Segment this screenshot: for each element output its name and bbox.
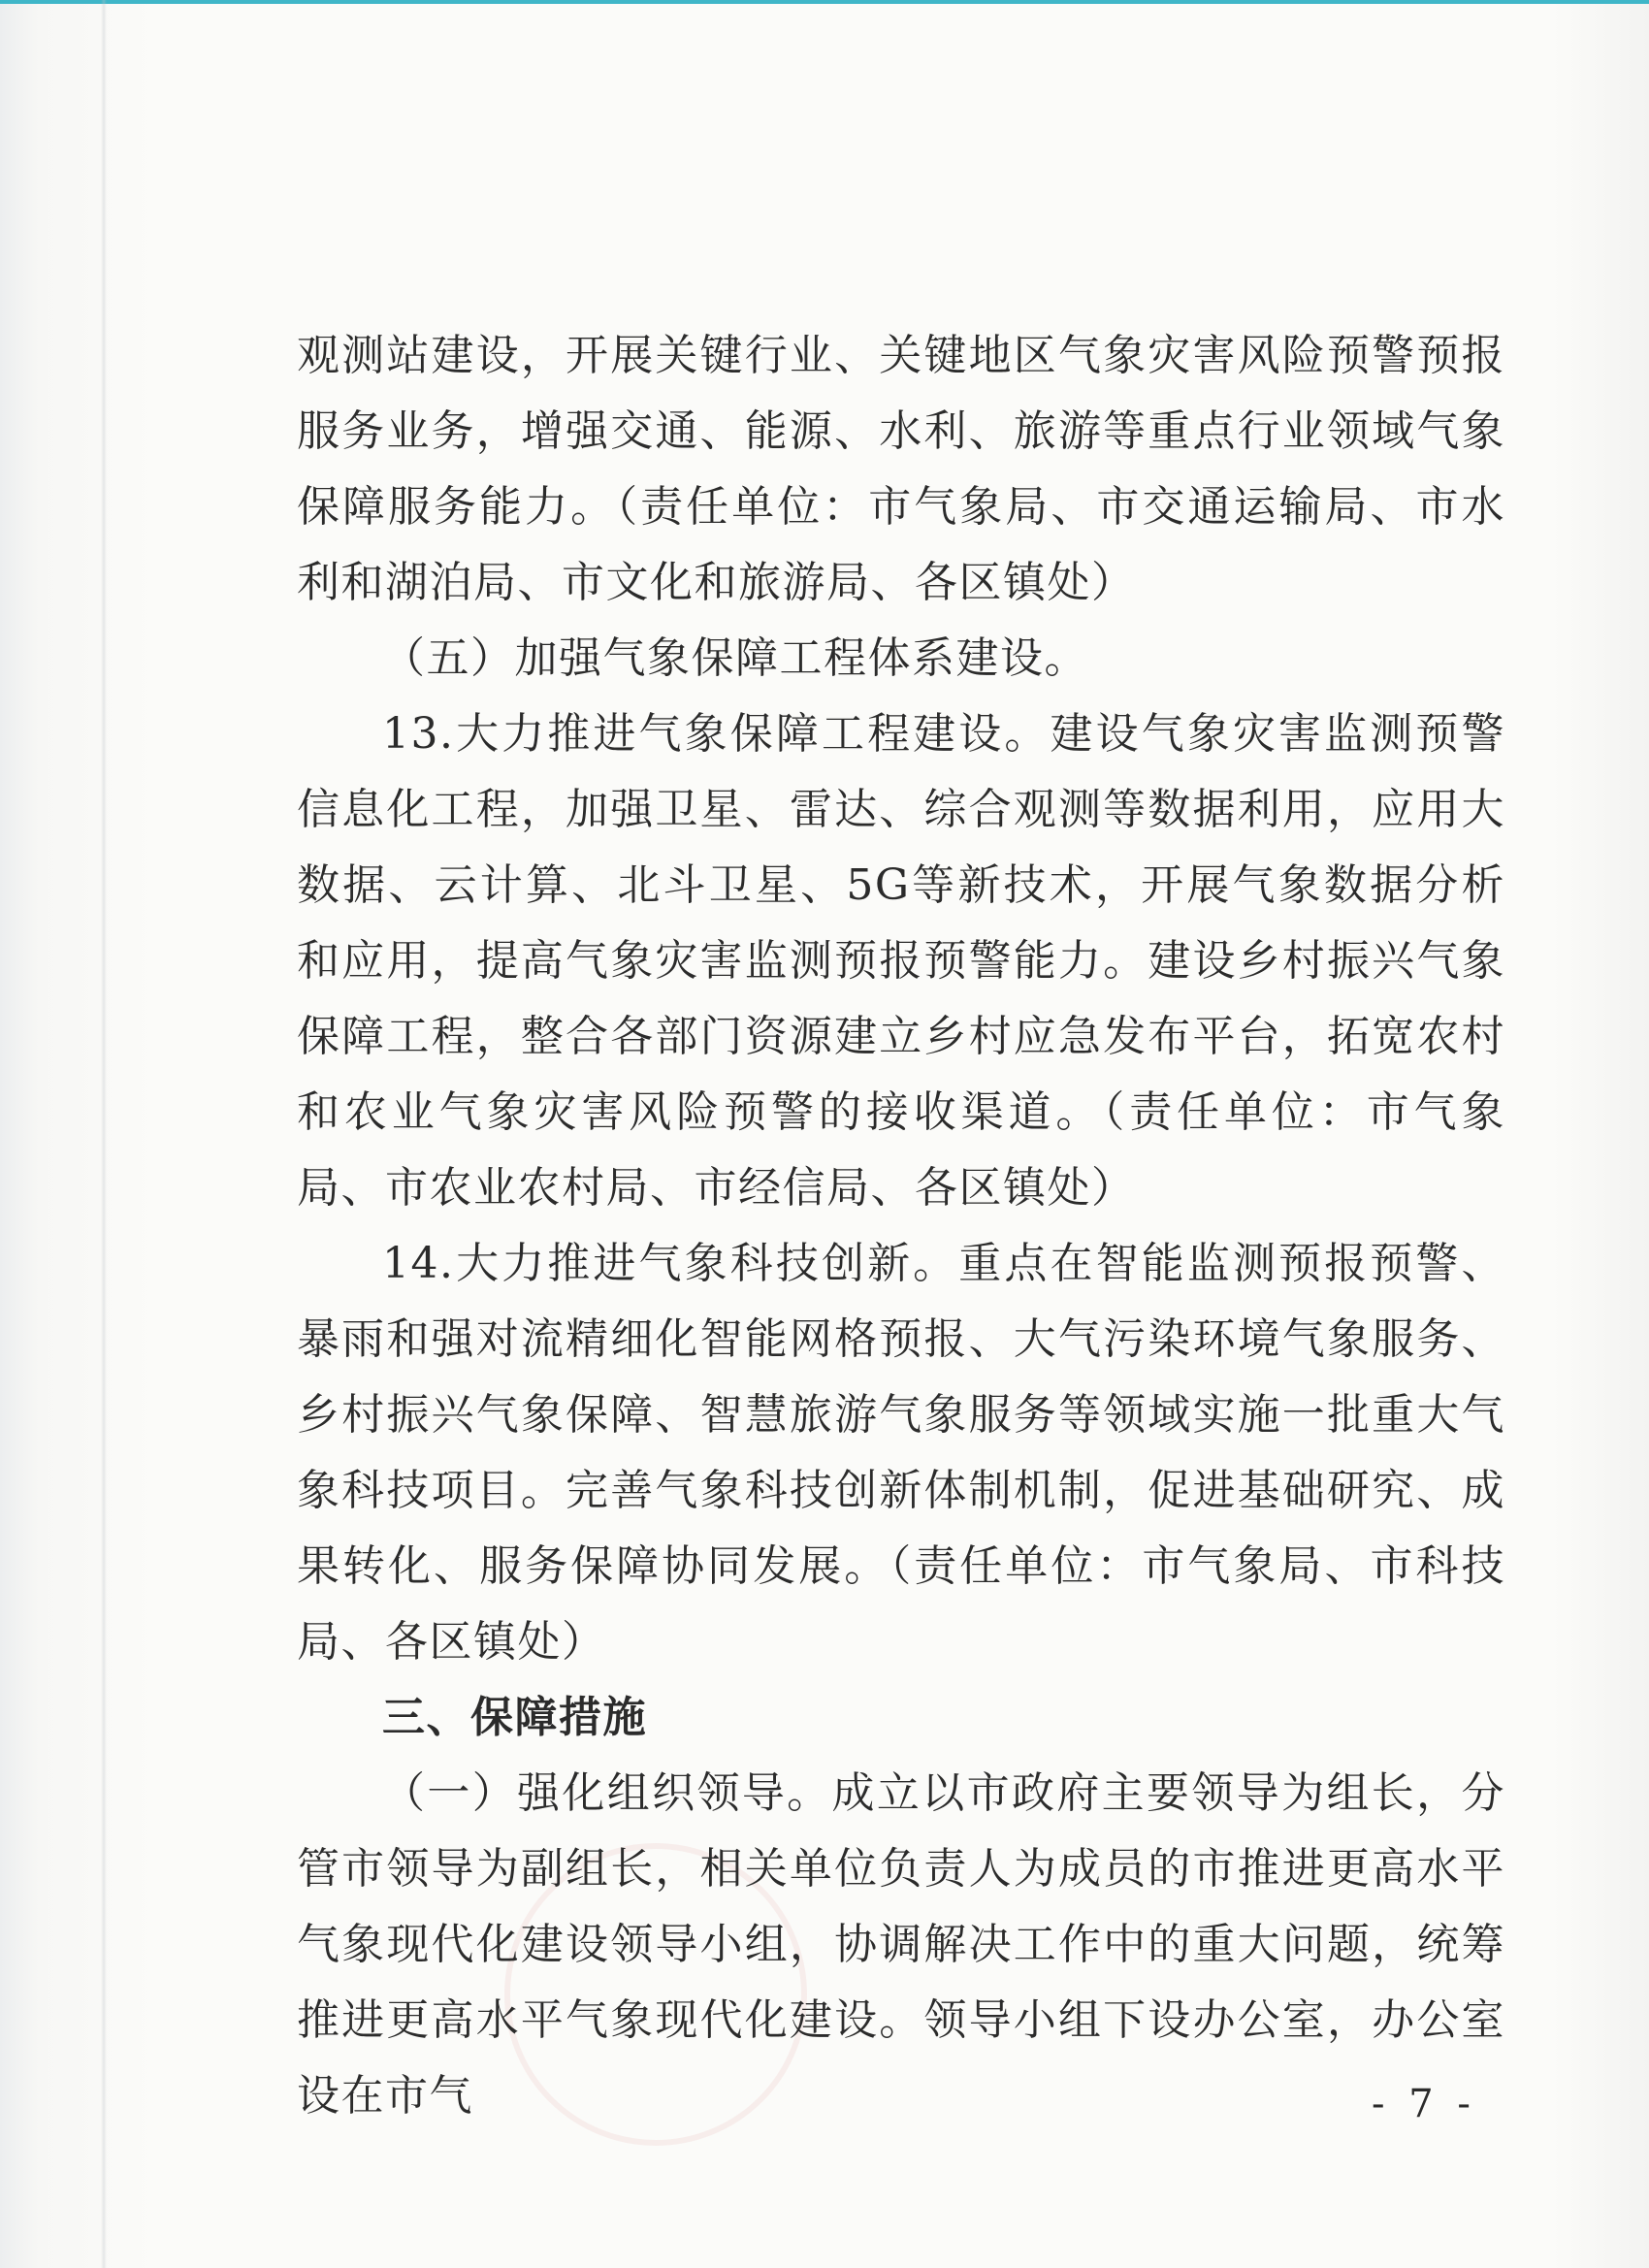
subheading-5: （五）加强气象保障工程体系建设。 [382,633,1088,683]
paragraph-organization-body: 成立以市政府主要领导为组长，分管市领导为副组长，相关单位负责人为成员的市推进更高水平气象现代化建设领导小组，协调解决工作中的重大问题，统筹推进更高水平气象现代化建设。领导小组下设办公室，办公室设在市气 [297,1768,1506,2121]
paragraph-organization-lead: （一）强化组织领导。 [382,1768,832,1818]
paragraph-organization [297,1756,1505,2134]
scan-top-edge [0,0,1649,4]
document-body [297,318,1505,2134]
paragraph-14: 14.大力推进气象科技创新。重点在智能监测预报预警、暴雨和强对流精细化智能网格预报、大气污染环境气象服务、乡村振兴气象保障、智慧旅游气象服务等领域实施一批重大气象科技项目。完善气象科技创新体制机制，促进基础研究、成果转化、服务保障协同发展。（责任单位：市气象局、市科技局、各区镇处） [297,1239,1505,1667]
paragraph-continued: 观测站建设，开展关键行业、关键地区气象灾害风险预警预报服务业务，增强交通、能源、水利、旅游等重点行业领域气象保障服务能力。（责任单位：市气象局、市交通运输局、市水利和湖泊局、市文化和旅游局、各区镇处） [297,331,1505,607]
section-heading-3: 三、保障措施 [382,1693,647,1742]
binding-shadow [101,0,107,2268]
paragraph-13: 13.大力推进气象保障工程建设。建设气象灾害监测预警信息化工程，加强卫星、雷达、综合观测等数据利用，应用大数据、云计算、北斗卫星、5G等新技术，开展气象数据分析和应用，提高气象灾害监测预报预警能力。建设乡村振兴气象保障工程，整合各部门资源建立乡村应急发布平台，拓宽农村和农业气象灾害风险预警的接收渠道。（责任单位：市气象局、市农业农村局、市经信局、各区镇处） [297,709,1505,1213]
page-number: - 7 - [1372,2082,1476,2126]
